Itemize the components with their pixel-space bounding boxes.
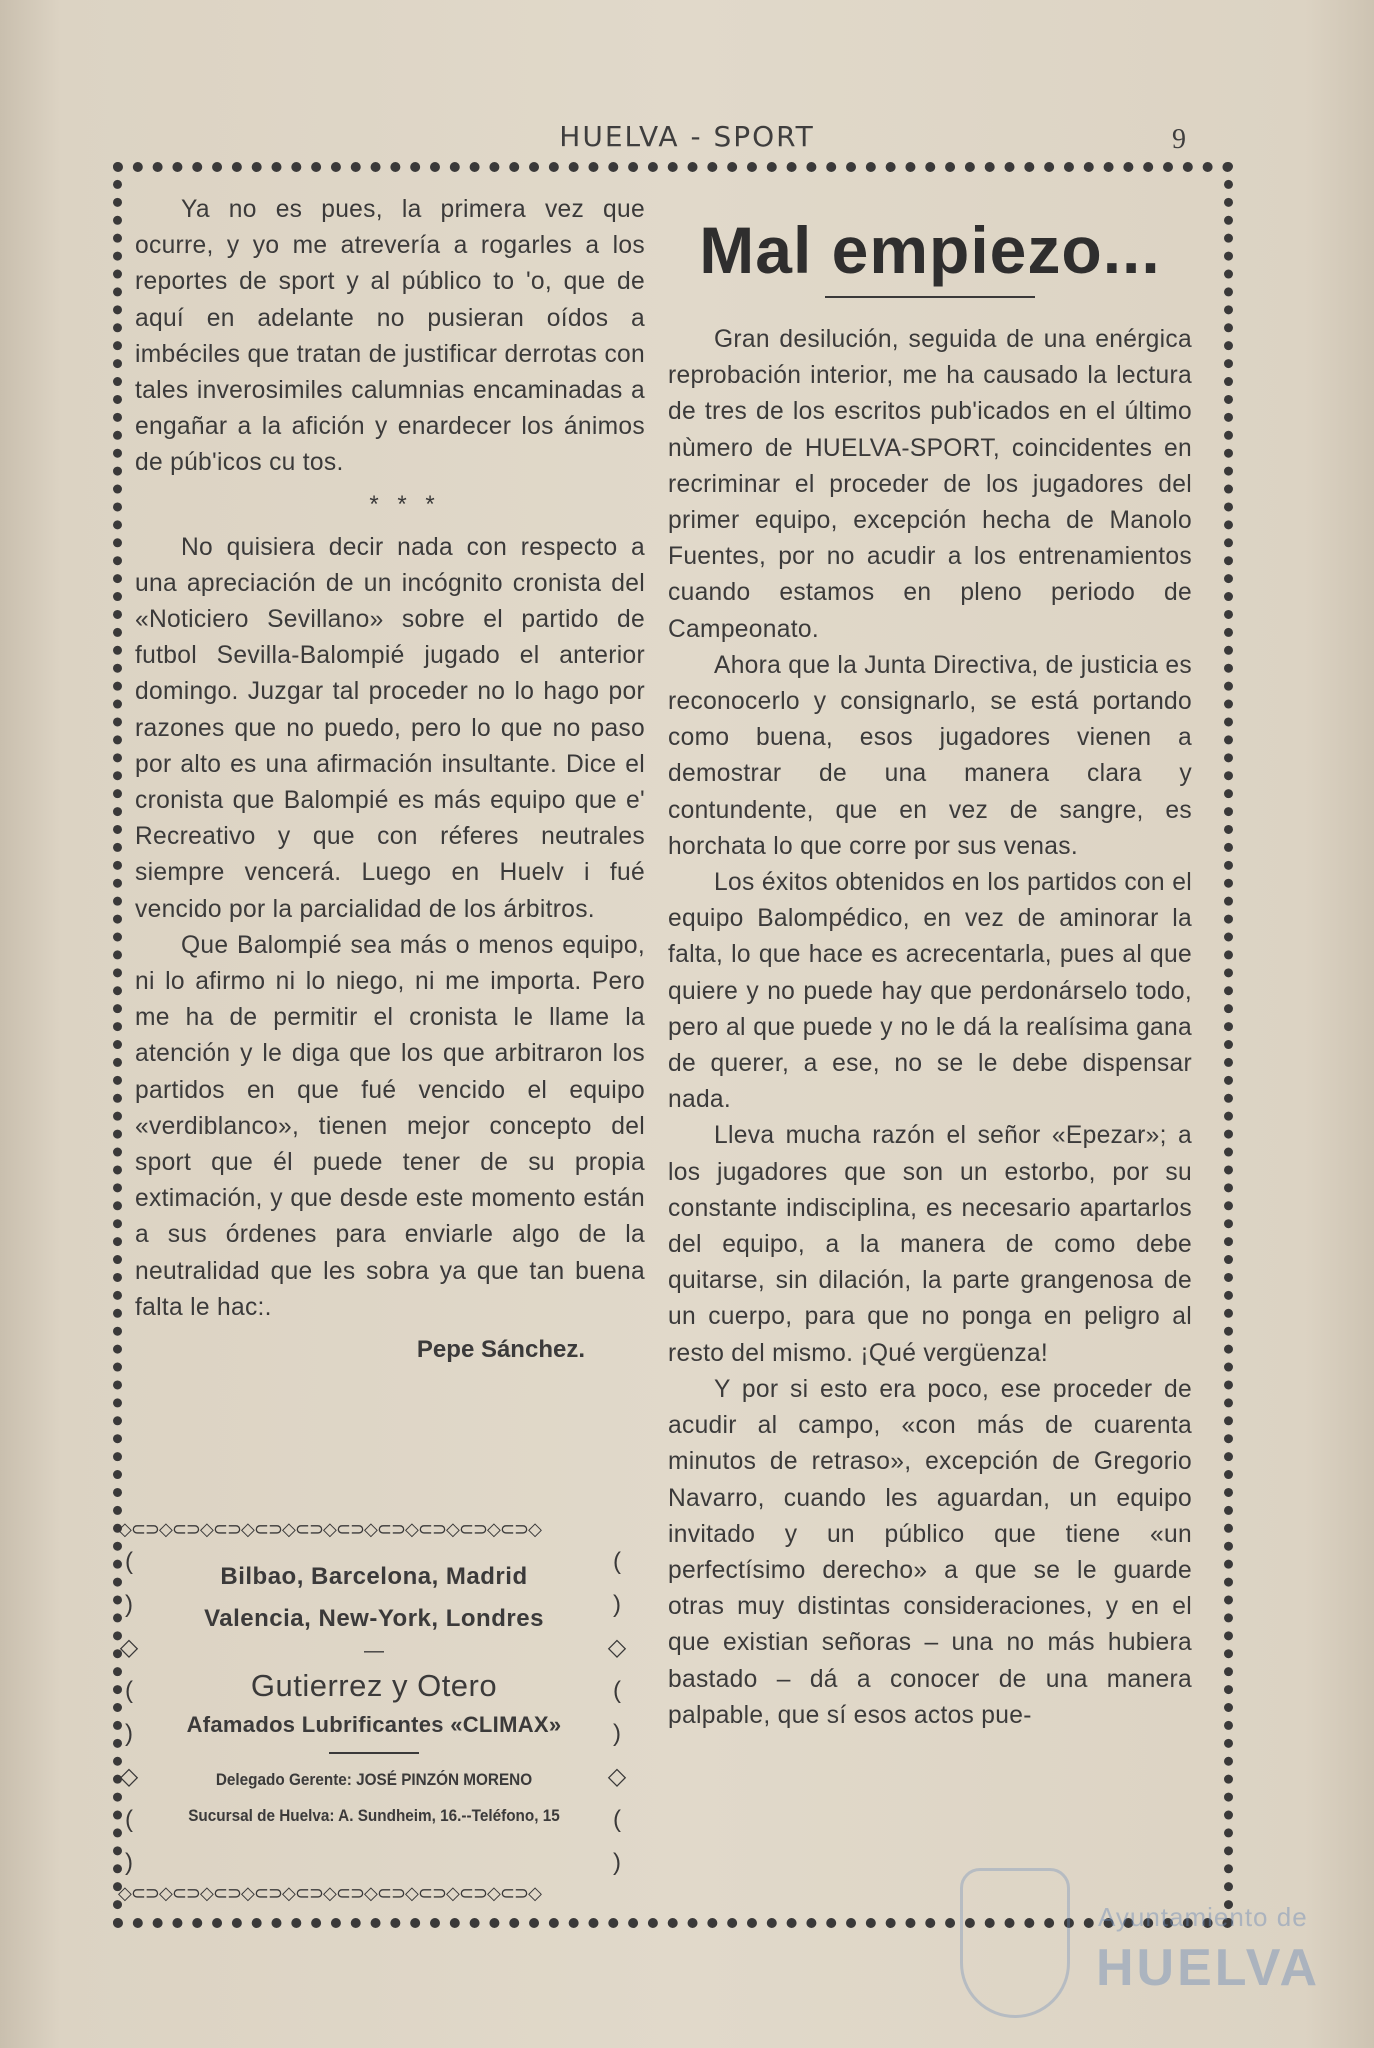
ad-content	[148, 1556, 600, 1834]
right-paragraph-3: Los éxitos obtenidos en los partidos con el equipo Balompédico, en vez de aminorar la falta, lo que hace es acrecentarla, pues al que quiere y no puede hay que perdonárselo todo, pero al que puede y no le dá la realísima gana de querer, a ese, no se le debe dispensar nada.	[668, 869, 1192, 1114]
advertisement-box	[118, 1520, 630, 1902]
left-paragraph-2: No quisiera decir nada con respecto a una apreciación de un incógnito cronista del «Noticiero Sevillano» sobre el partido de futbol Sevilla-Balompié jugado el anterior domingo. Juzgar tal proceder no lo hago por razones que no puedo, pero lo que no paso por alto es una afirmación insultante. Dice el cronista que Balompié es más equipo que e' Recreativo y que con réferes neutrales siempre vencerá. Luego en Huelv i fué vencido por la parcialidad de los árbitros.	[135, 533, 645, 923]
page-number: 9	[1172, 124, 1186, 155]
archive-watermark	[960, 1868, 1321, 2028]
ad-product-name: Afamados Lubrificantes «CLIMAX»	[186, 1712, 562, 1737]
coat-of-arms-icon	[960, 1868, 1070, 2018]
ad-cities-line-2: Valencia, New-York, Londres	[204, 1605, 544, 1632]
ad-manager: Delegado Gerente: JOSÉ PINZÓN MORENO	[215, 1770, 533, 1789]
title-underline	[825, 296, 1035, 298]
ad-rule	[329, 1752, 419, 1754]
right-paragraph-4: Lleva mucha razón el señor «Epezar»; a los jugadores que son un estorbo, por su constante indisciplina, es necesario apartarlos del equipo, a la manera de como debe quitarse, sin dilación, la parte grangenosa de un cuerpo, para que no ponga en peligro al resto del mismo. ¡Qué vergüenza!	[668, 1122, 1192, 1367]
left-paragraph-3: Que Balompié sea más o menos equipo, ni lo afirmo ni lo niego, ni me importa. Pero me ha de permitir el cronista le llame la atención y le diga que los que arbitraron los partidos en que fué vencido el equipo «verdiblanco», tienen mejor concepto del sport que él puede tener de su propia extimación, y que desde este momento están a sus órdenes para enviarle algo de la neutralidad que les sobra ya que tan buena falta le hac:.	[135, 931, 645, 1321]
watermark-line-2: HUELVA	[1096, 1939, 1321, 1997]
ad-border-right: ( ) ◇ ( ) ◇ ( )	[607, 1548, 627, 1876]
right-paragraph-5: Y por si esto era poco, ese proceder de acudir al campo, «con más de cuarenta minutos de retraso», excepción de Gregorio Navarro, cuando les aguardan, un equipo invitado y un público que tiene «un perfectísimo derecho» a que se le guarde otras muy distintas consideraciones, y en el que existian señoras – una no más hubiera bastado – dá a conocer de una manera palpable, que sí esos actos pue-	[668, 1375, 1192, 1729]
ad-dash: —	[364, 1640, 384, 1662]
right-paragraph-2: Ahora que la Junta Directiva, de justicia es reconocerlo y consignarlo, se está portando como buena, esos jugadores vienen a demostrar de una manera clara y contundente, que en vez de sangre, es horchata lo que corre por sus venas.	[668, 651, 1192, 860]
right-column	[668, 210, 1192, 1734]
watermark-line-1: Ayuntamiento de	[1098, 1902, 1308, 1932]
article-title: Mal empiezo...	[699, 213, 1161, 287]
author-signature: Pepe Sánchez.	[416, 1336, 585, 1364]
ad-border-top: ◇⊂⊃◇⊂⊃◇⊂⊃◇⊂⊃◇⊂⊃◇⊂⊃◇⊂⊃◇⊂⊃◇⊂⊃◇⊂⊃◇	[118, 1520, 541, 1538]
ad-company-name: Gutierrez y Otero	[250, 1668, 498, 1703]
ad-cities-line-1: Bilbao, Barcelona, Madrid	[220, 1563, 528, 1590]
ad-border-left: ( ) ◇ ( ) ◇ ( )	[119, 1548, 139, 1876]
right-paragraph-1: Gran desilución, seguida de una enérgica reprobación interior, me ha causado la lectura de tres de los escritos pub'icados en el último nùmero de HUELVA-SPORT, coincidentes en recriminar el proceder de los jugadores del primer equipo, excepción hecha de Manolo Fuentes, por no acudir a los entrenamientos cuando estamos en pleno periodo de Campeonato.	[668, 326, 1192, 643]
asterism-divider: * * *	[369, 490, 441, 518]
ad-branch: Sucursal de Huelva: A. Sundheim, 16.--Teléfono, 15	[188, 1806, 560, 1825]
page-header	[0, 120, 1374, 160]
running-title: HUELVA - SPORT	[559, 120, 815, 153]
left-column	[135, 192, 645, 1368]
left-paragraph-1: Ya no es pues, la primera vez que ocurre, y yo me atrevería a rogarles a los reportes de sport y al público to 'o, que de aquí en adelante no pusieran oídos a imbéciles que tratan de justificar derrotas con tales inverosimiles calumnias encaminadas a engañar a la afición y enardecer los ánimos de púb'icos cu tos.	[135, 196, 645, 477]
ad-border-bottom: ◇⊂⊃◇⊂⊃◇⊂⊃◇⊂⊃◇⊂⊃◇⊂⊃◇⊂⊃◇⊂⊃◇⊂⊃◇⊂⊃◇	[118, 1884, 541, 1902]
